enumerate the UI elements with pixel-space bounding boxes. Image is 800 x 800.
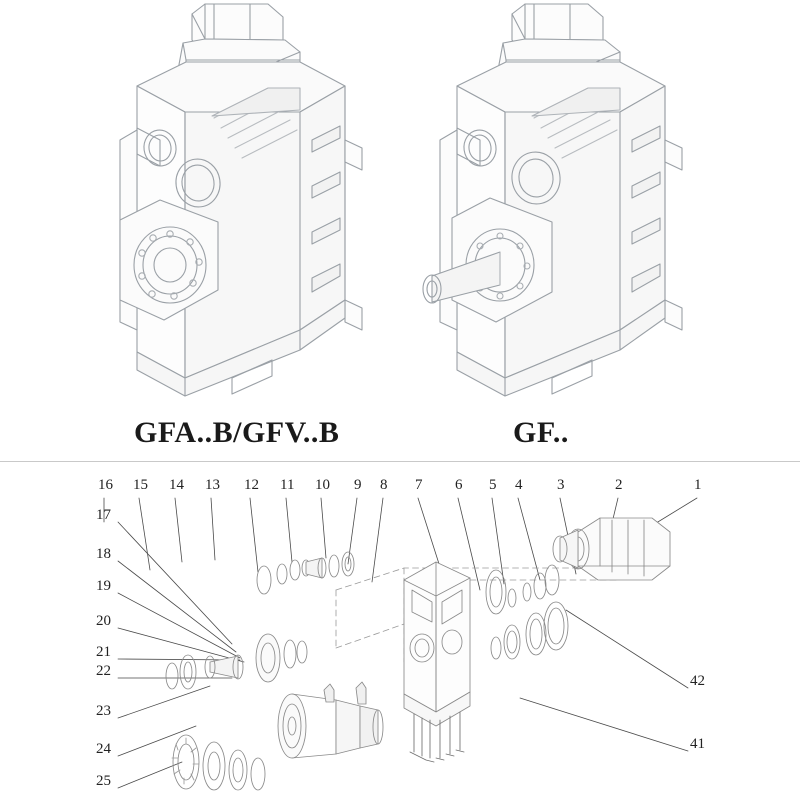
callout-17: 17 [96, 507, 111, 523]
callout-2: 2 [615, 477, 623, 493]
callout-7: 7 [415, 477, 423, 493]
callout-4: 4 [515, 477, 523, 493]
callout-15: 15 [133, 477, 148, 493]
callout-24: 24 [96, 741, 111, 757]
callout-23: 23 [96, 703, 111, 719]
callout-9: 9 [354, 477, 362, 493]
callout-12: 12 [244, 477, 259, 493]
callout-18: 18 [96, 546, 111, 562]
callout-5: 5 [489, 477, 497, 493]
callout-14: 14 [169, 477, 184, 493]
callout-22: 22 [96, 663, 111, 679]
callout-3: 3 [557, 477, 565, 493]
callout-41: 41 [690, 736, 705, 752]
caption-left: GFA..B/GFV..B [134, 416, 340, 449]
exploded-parts-drawing [0, 462, 800, 800]
callout-21: 21 [96, 644, 111, 660]
callout-20: 20 [96, 613, 111, 629]
callout-1: 1 [694, 477, 702, 493]
callout-10: 10 [315, 477, 330, 493]
callout-25: 25 [96, 773, 111, 789]
callout-8: 8 [380, 477, 388, 493]
callout-19: 19 [96, 578, 111, 594]
exploded-view-section [0, 462, 800, 800]
callout-11: 11 [280, 477, 295, 493]
caption-right: GF.. [513, 416, 569, 449]
callout-13: 13 [205, 477, 220, 493]
callout-16: 16 [98, 477, 113, 493]
callout-6: 6 [455, 477, 463, 493]
gearbox-left-view [120, 4, 362, 396]
gearbox-right-view [423, 4, 682, 396]
callout-42: 42 [690, 673, 705, 689]
